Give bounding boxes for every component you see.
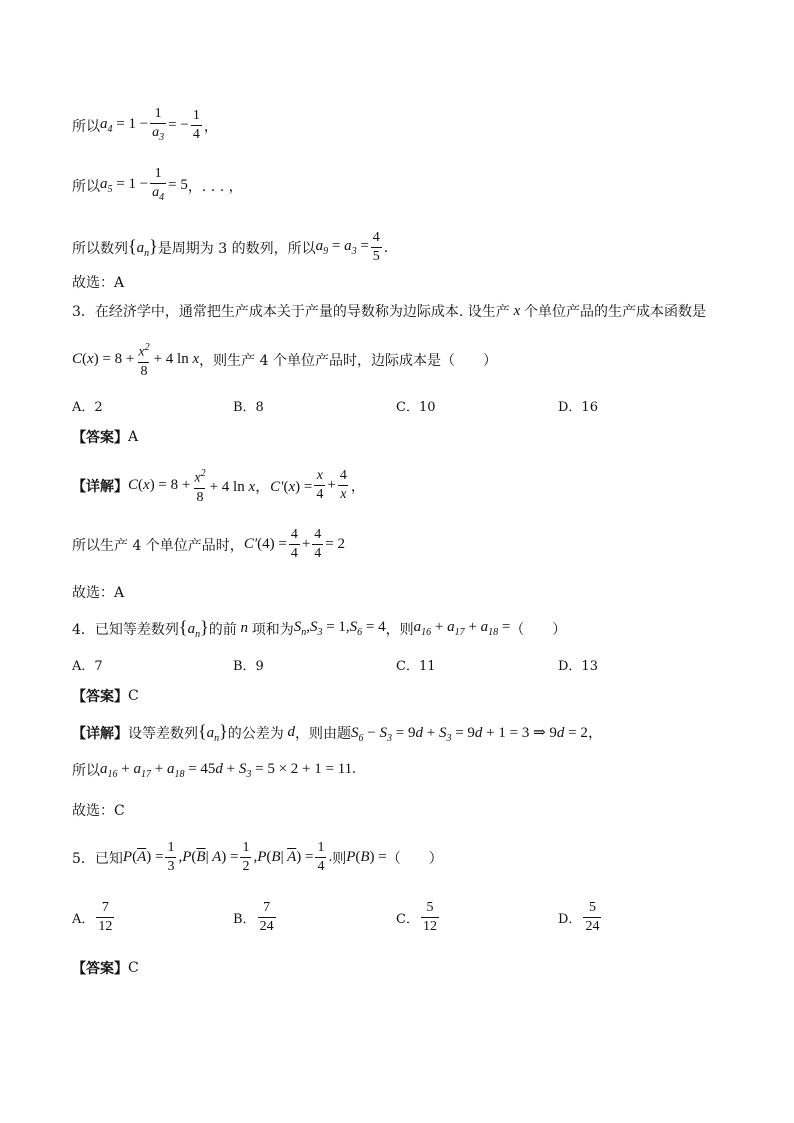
text: 4．已知等差数列: [72, 621, 179, 638]
math-a5: $a_5 = 1$ −: [100, 176, 149, 196]
answer-value: C: [128, 688, 139, 704]
q5-option-a[interactable]: A． 7 12: [72, 900, 113, 934]
fraction: $\frac{4}{x}$: [339, 468, 347, 503]
text: 是周期为 3 的数列，所以: [157, 240, 316, 257]
q5-stem: [72, 840, 443, 875]
math: = −: [168, 117, 189, 134]
math-d: d: [283, 724, 296, 740]
math-a9: $a_9 = a_3$ =: [315, 238, 369, 257]
q4-option-d[interactable]: D．13: [558, 659, 598, 674]
q4-stem: [72, 617, 566, 640]
detail-label: 【详解】: [72, 725, 128, 742]
fraction: $\frac{1}{4}$: [317, 840, 325, 874]
fraction: 7 12: [98, 900, 113, 934]
math: = 2: [325, 536, 345, 552]
text: 所以数列: [72, 240, 128, 257]
q3-option-a[interactable]: A．2: [72, 400, 103, 415]
q4-option-b[interactable]: B．9: [233, 659, 264, 674]
text: （ ）: [510, 621, 567, 638]
answer-label: 【答案】: [72, 961, 128, 977]
detail-label: 【详解】: [72, 478, 128, 495]
math-a4: $a_4 = 1$ −: [100, 116, 149, 136]
text: ，则由题: [295, 725, 352, 742]
q5-option-d[interactable]: D． 5 24: [558, 900, 600, 934]
fraction: 5 12: [422, 900, 437, 934]
math: +: [301, 536, 311, 552]
math: +: [327, 477, 336, 494]
fraction: $\frac{1}{3}$: [167, 840, 175, 874]
fraction: $\frac{x}{4}$: [316, 468, 324, 503]
text: 5．已知: [72, 850, 123, 867]
text: 故选：C: [72, 803, 125, 819]
text: 所以生产 4 个单位产品时，: [72, 537, 244, 554]
text: ，则生产 4 个单位产品时，边际成本是（ ）: [199, 352, 497, 369]
math-x: x: [509, 302, 524, 319]
q3-detail-2: [72, 527, 345, 562]
q3-option-d[interactable]: D．16: [558, 400, 598, 415]
fraction: 7 24: [259, 900, 274, 934]
math-an: $\{a_n\}$: [198, 721, 228, 744]
q4-answer: [72, 686, 139, 706]
q3-stem-1: [72, 301, 706, 321]
math: .: [328, 849, 333, 865]
math: P(B) =: [346, 849, 387, 865]
text: 的公差为: [227, 725, 284, 742]
math: + 4 ln x，C′(x) =: [209, 479, 313, 496]
fraction: $\frac{4}{4}$: [290, 527, 298, 561]
fraction: $\frac{1}{4}$: [192, 108, 200, 143]
q3-option-b[interactable]: B．8: [233, 400, 264, 415]
fraction: $\frac{1}{a_4}$: [150, 166, 166, 206]
fraction: $\frac{x^2}{8}$: [194, 468, 206, 505]
fraction: 5 24: [585, 900, 600, 934]
answer-value: C: [128, 960, 139, 976]
line-a4: [72, 106, 218, 146]
q4-detail-2: [72, 760, 356, 780]
text: ，则: [385, 621, 414, 638]
q3-stem-2: [72, 340, 497, 380]
math: $P(\overline{A})$ =: [122, 849, 164, 865]
fraction: $\frac{4}{4}$: [314, 527, 322, 561]
line-a5: [72, 166, 243, 206]
fraction: $\frac{4}{5}$: [372, 230, 380, 264]
q5-option-b[interactable]: B． 7 24: [233, 900, 274, 934]
q3-option-c[interactable]: C．10: [396, 400, 436, 415]
math-cost: C(x) = 8 +: [128, 477, 191, 494]
q4-option-a[interactable]: A．7: [72, 659, 103, 674]
q4-option-c[interactable]: C．11: [396, 659, 436, 674]
answer-value: A: [128, 429, 139, 445]
math: $a_{16} + a_{17} + a_{18} = 45d + S_3 = 5 \times 2 + 1 = 11$.: [100, 760, 356, 780]
math-an: $\{a_n\}$: [128, 236, 158, 259]
answer-label: 【答案】: [72, 689, 128, 705]
math-n: n: [236, 620, 252, 636]
comma: ，: [203, 118, 218, 135]
q3-select: [72, 582, 124, 602]
period: .: [383, 239, 389, 256]
math: $a_{16} + a_{17} + a_{18}$ =: [413, 619, 511, 638]
math: = 5: [168, 177, 188, 194]
q4-select: [72, 800, 125, 820]
q3-detail-1: [72, 466, 365, 506]
text: 所以: [72, 178, 100, 195]
text: 3．在经济学中，通常把生产成本关于产量的导数称为边际成本. 设生产: [72, 304, 510, 320]
math: $S_6 - S_3 = 9d + S_3 = 9d + 1 = 3$ ⇒ 9d = 2，: [351, 725, 603, 744]
math: $S_n,S_3 = 1,S_6 = 4$: [293, 619, 386, 638]
line-select-a: [72, 272, 124, 292]
text: 故选：A: [72, 275, 125, 291]
text: 则: [332, 850, 347, 867]
q3-answer: [72, 427, 138, 447]
fraction: $\frac{1}{2}$: [242, 840, 250, 874]
fraction: $\frac{x^2}{8}$: [138, 342, 150, 379]
math: C′(4) =: [243, 536, 287, 552]
math-cost: C(x) = 8 +: [72, 351, 135, 368]
text: ，. . . ，: [187, 178, 243, 195]
math-an: $\{a_n\}$: [178, 617, 209, 640]
comma: ，: [350, 478, 365, 495]
text: 设等差数列: [128, 725, 198, 742]
text: 的前: [208, 621, 237, 638]
q5-option-c[interactable]: C． 5 12: [396, 900, 437, 934]
line-period: [72, 230, 388, 265]
math: ,P(B| $\overline{A}$) =: [253, 849, 314, 865]
q4-detail-1: [72, 721, 603, 744]
answer-label: 【答案】: [72, 430, 128, 446]
q5-answer: [72, 958, 139, 978]
fraction: $\frac{1}{a_3}$: [150, 106, 166, 146]
text: 所以: [72, 763, 100, 779]
text: 项和为: [251, 621, 294, 638]
text: 个单位产品的生产成本函数是: [523, 304, 706, 320]
text: 故选：A: [72, 585, 125, 601]
math: $,P(\overline{B}|$ A) =: [178, 849, 239, 865]
text: 所以: [72, 118, 100, 135]
text: （ ）: [386, 850, 443, 867]
math: + 4 ln x: [153, 351, 200, 368]
